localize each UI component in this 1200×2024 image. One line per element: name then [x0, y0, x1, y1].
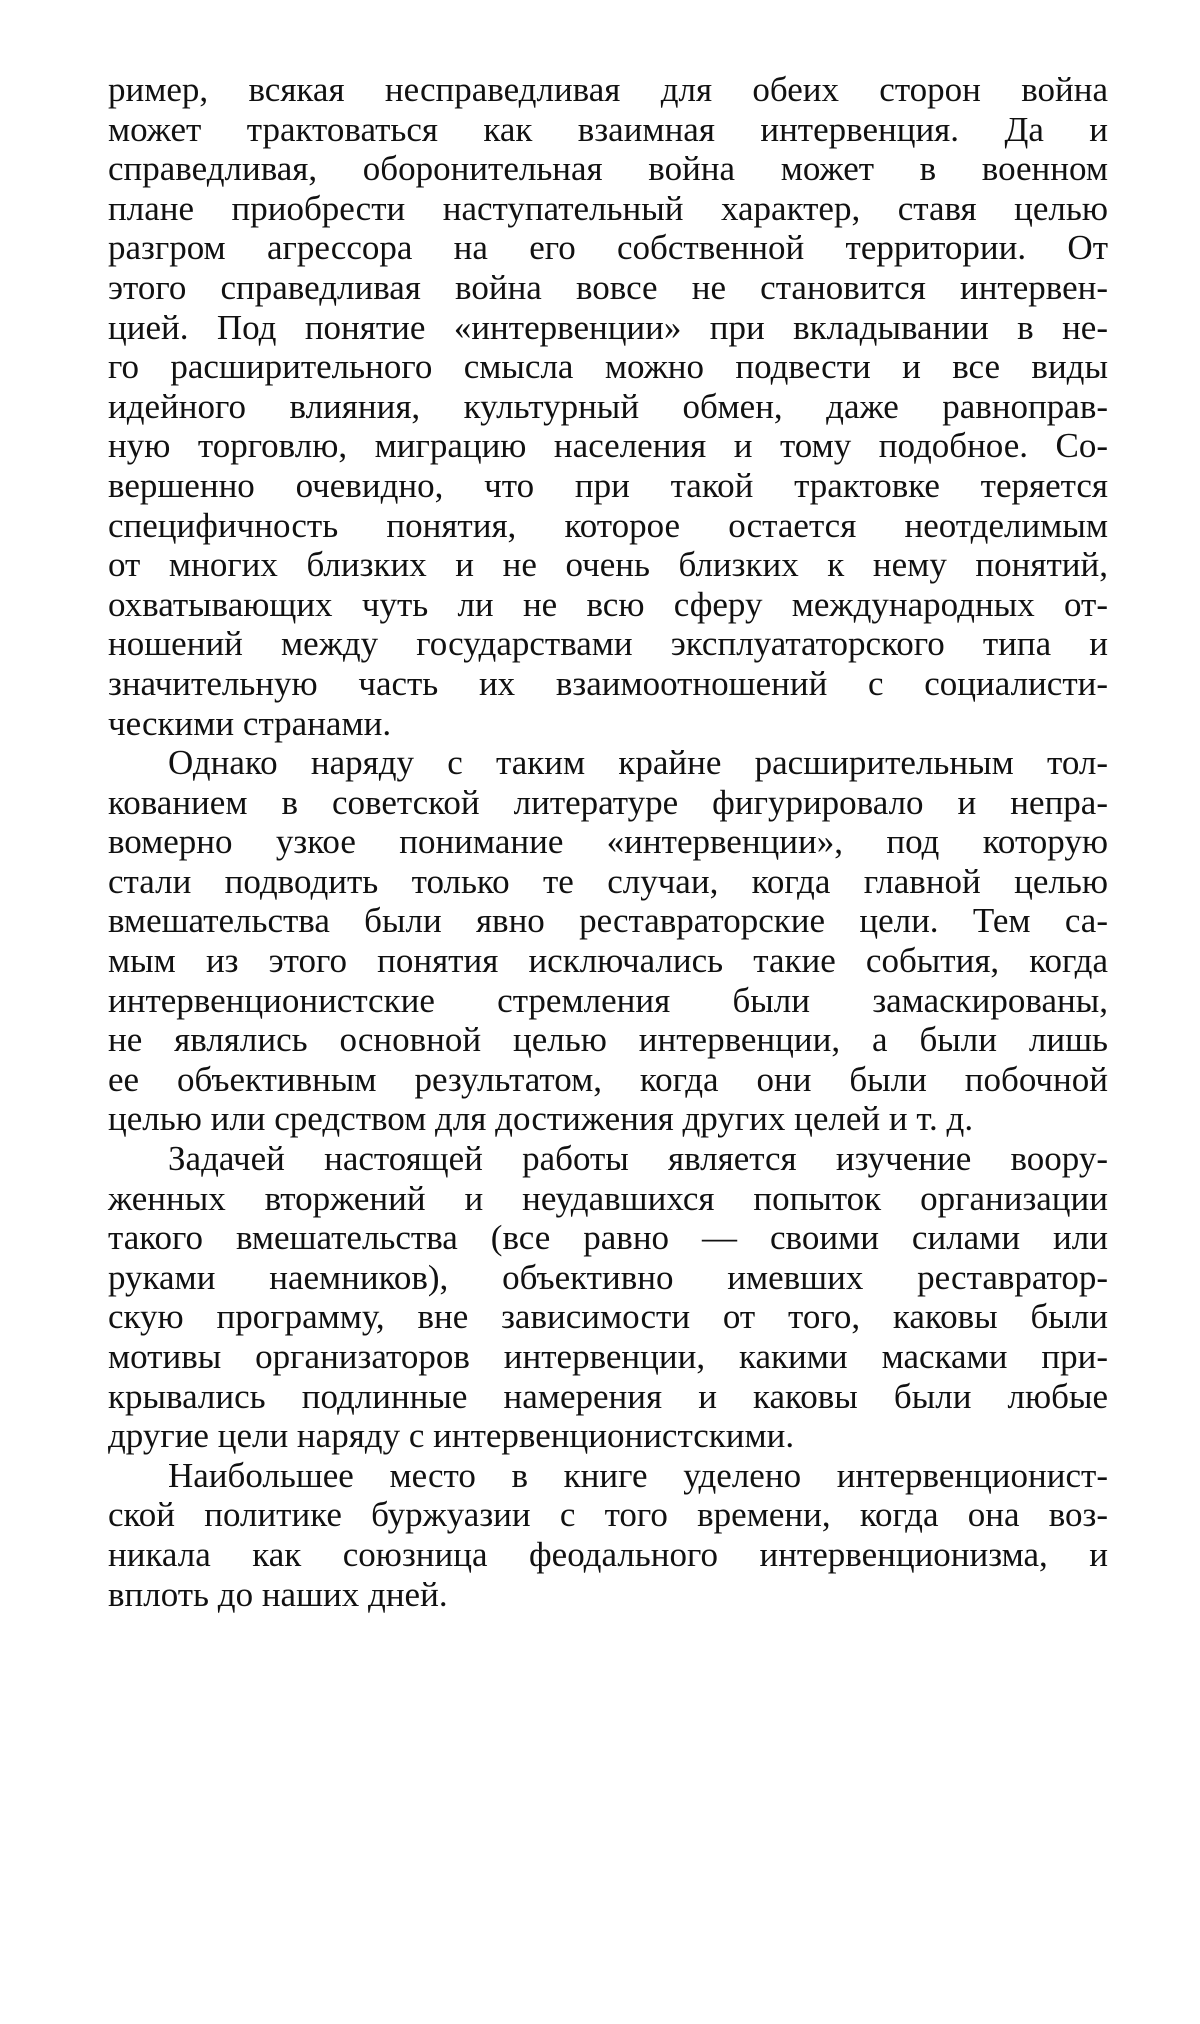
- text-line: цией. Под понятие «интервенции» при вкладывании в не-: [108, 307, 1108, 347]
- text-line: ример, всякая несправедливая для обеих сторон война: [108, 70, 1108, 109]
- paragraph: [108, 70, 1108, 743]
- text-line: ской политике буржуазии с того времени, когда она воз-: [108, 1495, 1108, 1535]
- text-line: интервенционистские стремления были замаскированы,: [108, 980, 1108, 1020]
- text-line: разгром агрессора на его собственной территории. От: [108, 228, 1108, 268]
- text-line: целью или средством для достижения других целей и т. д.: [108, 1099, 974, 1139]
- text-line: может трактоваться как взаимная интервенция. Да и: [108, 109, 1108, 149]
- text-line: Наибольшее место в книге уделено интервенционист-: [168, 1455, 1108, 1495]
- text-line: кованием в советской литературе фигурировало и непра-: [108, 782, 1108, 822]
- text-line: ческими странами.: [108, 703, 392, 743]
- text-line: идейного влияния, культурный обмен, даже равноправ-: [108, 386, 1108, 426]
- text-line: стали подводить только те случаи, когда главной целью: [108, 861, 1108, 901]
- text-line: значительную часть их взаимоотношений с социалисти-: [108, 663, 1108, 703]
- text-line: другие цели наряду с интервенционистскими.: [108, 1416, 795, 1456]
- text-line: этого справедливая война вовсе не становится интервен-: [108, 267, 1108, 307]
- text-line: Однако наряду с таким крайне расширительным тол-: [168, 743, 1108, 783]
- paragraph: [108, 1456, 1108, 1614]
- text-line: крывались подлинные намерения и каковы были любые: [108, 1376, 1108, 1416]
- text-line: охватывающих чуть ли не всю сферу международных от-: [108, 584, 1108, 624]
- text-line: вершенно очевидно, что при такой трактовке теряется: [108, 465, 1108, 505]
- text-line: Задачей настоящей работы является изучение воору-: [168, 1139, 1108, 1179]
- text-line: не являлись основной целью интервенции, а были лишь: [108, 1020, 1108, 1060]
- text-line: ее объективным результатом, когда они были побочной: [108, 1059, 1108, 1099]
- text-line: мотивы организаторов интервенции, какими масками при-: [108, 1337, 1108, 1376]
- paragraph: [108, 1139, 1108, 1456]
- text-line: вомерно узкое понимание «интервенции», под которую: [108, 822, 1108, 862]
- text-line: плане приобрести наступательный характер, ставя целью: [108, 188, 1108, 228]
- text-line: никала как союзница феодального интервенционизма, и: [108, 1534, 1108, 1574]
- text-line: мым из этого понятия исключались такие события, когда: [108, 941, 1108, 981]
- text-line: такого вмешательства (все равно — своими силами или: [108, 1218, 1108, 1258]
- text-line: руками наемников), объективно имевших реставратор-: [108, 1257, 1108, 1297]
- text-line: справедливая, оборонительная война может в военном: [108, 149, 1108, 189]
- text-line: ношений между государствами эксплуататорского типа и: [108, 624, 1108, 664]
- text-line: ную торговлю, миграцию населения и тому подобное. Со-: [108, 426, 1108, 466]
- text-line: вплоть до наших дней.: [108, 1574, 448, 1614]
- text-line: го расширительного смысла можно подвести и все виды: [108, 347, 1108, 387]
- text-line: женных вторжений и неудавшихся попыток организации: [108, 1178, 1108, 1218]
- text-line: скую программу, вне зависимости от того, каковы были: [108, 1297, 1108, 1337]
- text-line: вмешательства были явно реставраторские цели. Тем са-: [108, 901, 1108, 941]
- text-line: специфичность понятия, которое остается неотделимым: [108, 505, 1108, 545]
- book-page: [108, 70, 1108, 1614]
- paragraph: [108, 743, 1108, 1139]
- text-line: от многих близких и не очень близких к нему понятий,: [108, 545, 1108, 585]
